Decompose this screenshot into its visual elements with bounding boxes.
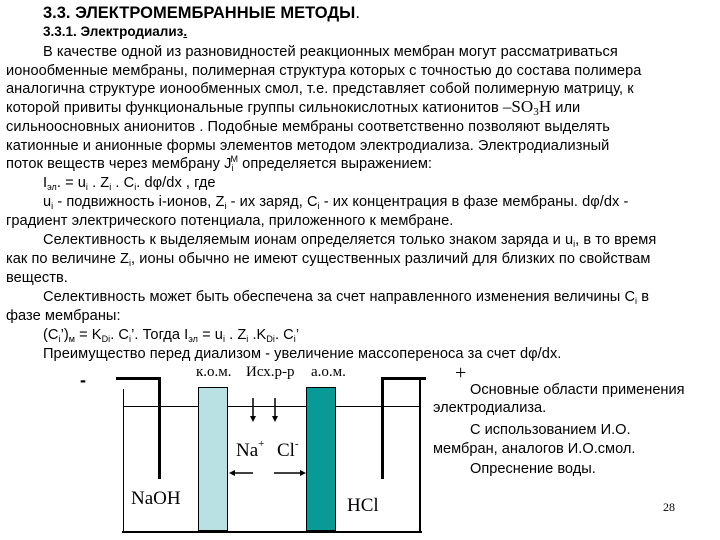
sulfo-group-formula: $-SO_3H$ xyxy=(502,97,552,118)
ion-chloride: Cl- xyxy=(277,438,299,461)
side-note-line: С использованием И.О. xyxy=(470,422,631,438)
equation-selectivity: $(C_i’)_м = K_{Di}$. $C_i$’. Тогда $I_{эл} = u_i$ . $Z_i$ $.K_{Di}$. $C_i$’ xyxy=(43,327,300,344)
anode-electrode-top xyxy=(381,377,426,380)
paragraph-line: сильноосновных анионитов . Подобные мембраны соответственно позволяют выделять xyxy=(6,119,610,135)
vessel-right-wall xyxy=(419,380,421,531)
side-note-line: Опреснение воды. xyxy=(470,461,596,477)
label-cation-membrane: к.о.м. xyxy=(196,364,232,380)
product-hcl: HCl xyxy=(347,495,379,516)
ion-sodium: Na+ xyxy=(236,438,265,461)
equation-current: $I_{эл}$. = $u_i$ . $Z_i$ . $C_i$. dφ/dx , где xyxy=(43,175,216,192)
side-note-line: электродиализа. xyxy=(433,400,547,416)
cation-exchange-membrane xyxy=(198,387,228,531)
sodium-migration-arrow-icon xyxy=(229,469,257,477)
definition-line: $u_i$ - подвижность i-ионов, $Z_i$ - их заряд, $C_i$ - их концентрация в фазе мембраны. dφ/dx - xyxy=(43,194,629,211)
side-note-line: Основные области применения xyxy=(470,382,685,398)
definition-line: градиент электрического потенциала, приложенного к мембране. xyxy=(6,213,454,229)
paragraph-line: Селективность может быть обеспечена за счет направленного изменения величины $C_i$ в xyxy=(43,289,650,306)
label-source-solution: Исх.р-р xyxy=(246,364,295,380)
cathode-electrode-top xyxy=(116,377,161,380)
paragraph-line: как по величине $Z_i$, ионы обычно не имеют существенных различий для близких по свойствам xyxy=(6,251,651,268)
slide-subtitle: 3.3.1. Электродиализ. xyxy=(43,24,188,39)
page-number: 28 xyxy=(663,500,675,514)
slide-title: 3.3. ЭЛЕКТРОМЕМБРАННЫЕ МЕТОДЫ. xyxy=(43,4,360,22)
paragraph-line: которой привиты функциональные группы сильнокислотных катионитов $-SO_3H$ или xyxy=(6,97,581,118)
paragraph-line: веществ. xyxy=(6,270,68,286)
chloride-migration-arrow-icon xyxy=(274,469,306,477)
anion-exchange-membrane xyxy=(306,387,336,531)
label-anion-membrane: а.о.м. xyxy=(311,364,346,380)
vessel-bottom xyxy=(122,531,422,533)
paragraph-line: катионные и анионные формы элементов методом электродиализа. Электродиализный xyxy=(6,138,610,154)
paragraph-line: ионообменные мембраны, полимерная структура которых с точностью до состава полимера xyxy=(6,63,642,79)
anode-plus-sign: + xyxy=(455,362,467,384)
paragraph-line: Селективность к выделяемым ионам определяется только знаком заряда и $u_i$, в то время xyxy=(43,232,657,249)
paragraph-line: Преимущество перед диализом - увеличение массопереноса за счет dφ/dx. xyxy=(43,346,562,362)
feed-arrows-icon xyxy=(246,398,286,424)
product-naoh: NaOH xyxy=(131,488,181,509)
paragraph-line: В качестве одной из разновидностей реакционных мембран могут рассматриваться xyxy=(43,44,618,60)
cathode-minus-sign: - xyxy=(80,370,86,390)
paragraph-line: аналогична структуре ионообменных смол, т.е. представляет собой полимерную матрицу, к xyxy=(6,81,634,97)
paragraph-line: фазе мембраны: xyxy=(6,308,121,324)
vessel-left-wall xyxy=(123,389,124,531)
cathode-electrode xyxy=(158,377,161,479)
paragraph-line: поток веществ через мембрану $J_i^M$ определяется выражением: xyxy=(6,154,433,173)
anode-electrode xyxy=(381,377,384,479)
side-note-line: мембран, аналогов И.О.смол. xyxy=(433,441,636,457)
